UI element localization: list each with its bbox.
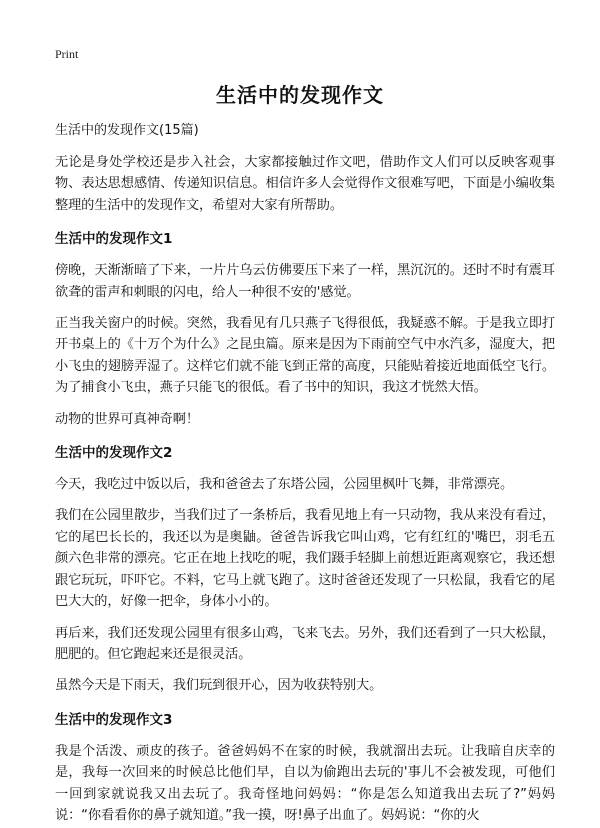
section-heading-2: 生活中的发现作文2 <box>55 445 173 462</box>
article-body <box>55 122 555 828</box>
article-subtitle: 生活中的发现作文(15篇) <box>55 123 199 138</box>
intro-paragraph: 无论是身处学校还是步入社会，大家都接触过作文吧，借助作文人们可以反映客观事物、表达思想感情、传递知识信息。相信许多人会觉得作文很难写吧，下面是小编收集整理的生活中的发现作文，希望对大家有所帮助。 <box>55 155 555 213</box>
section-heading-1: 生活中的发现作文1 <box>55 231 173 248</box>
section-2-paragraph: 今天，我吃过中饭以后，我和爸爸去了东塔公园，公园里枫叶飞舞，非常漂亮。 <box>55 477 514 493</box>
page-title: 生活中的发现作文 <box>216 83 384 107</box>
section-2-paragraph: 虽然今天是下雨天，我们玩到很开心，因为收获特别大。 <box>55 678 383 694</box>
section-3-paragraph: 我是个活泼、顽皮的孩子。爸爸妈妈不在家的时候，我就溜出去玩。让我暗自庆幸的是，我每一次回来的时候总比他们早，自以为偷跑出去玩的'事儿不会被发现，可他们一回到家就说我又出去玩了。我奇怪地问妈妈：“你是怎么知道我出去玩了?”妈妈说：“你看看你的鼻子就知道。”我一摸，呀!鼻子出血了。妈妈说：“你的火 <box>55 743 555 823</box>
section-1-paragraph: 正当我关窗户的时候。突然，我看见有几只燕子飞得很低，我疑惑不解。于是我立即打开书桌上的《十万个为什么》之昆虫篇。原来是因为下雨前空气中水汽多，湿度大，把小飞虫的翅膀弄湿了。这样它们就不能飞到正常的高度，只能贴着接近地面低空飞行。为了捕食小飞虫，燕子只能飞的很低。看了书中的知识，我这才恍然大悟。 <box>55 316 555 396</box>
section-heading-3: 生活中的发现作文3 <box>55 711 173 728</box>
section-1-paragraph: 动物的世界可真神奇啊！ <box>55 411 199 427</box>
section-2-paragraph: 再后来，我们还发现公园里有很多山鸡，飞来飞去。另外，我们还看到了一只大松鼠，肥肥的。但它跑起来还是很灵活。 <box>55 625 555 662</box>
section-1-paragraph: 傍晚，天渐渐暗了下来，一片片乌云仿佛要压下来了一样，黑沉沉的。还时不时有震耳欲聋的雷声和刺眼的闪电，给人一种很不安的'感觉。 <box>55 263 555 300</box>
print-link[interactable]: Print <box>55 47 79 61</box>
section-2-paragraph: 我们在公园里散步，当我们过了一条桥后，我看见地上有一只动物，我从来没有看过，它的尾巴长长的，我还以为是奥鼬。爸爸告诉我它叫山鸡，它有红红的'嘴巴，羽毛五颜六色非常的漂亮。它正在地上找吃的呢，我们蹑手轻脚上前想近距离观察它，我还想跟它玩玩，吓吓它。不料，它马上就飞跑了。这时爸爸还发现了一只松鼠，我看它的尾巴大大的，好像一把伞，身体小小的。 <box>55 508 555 610</box>
